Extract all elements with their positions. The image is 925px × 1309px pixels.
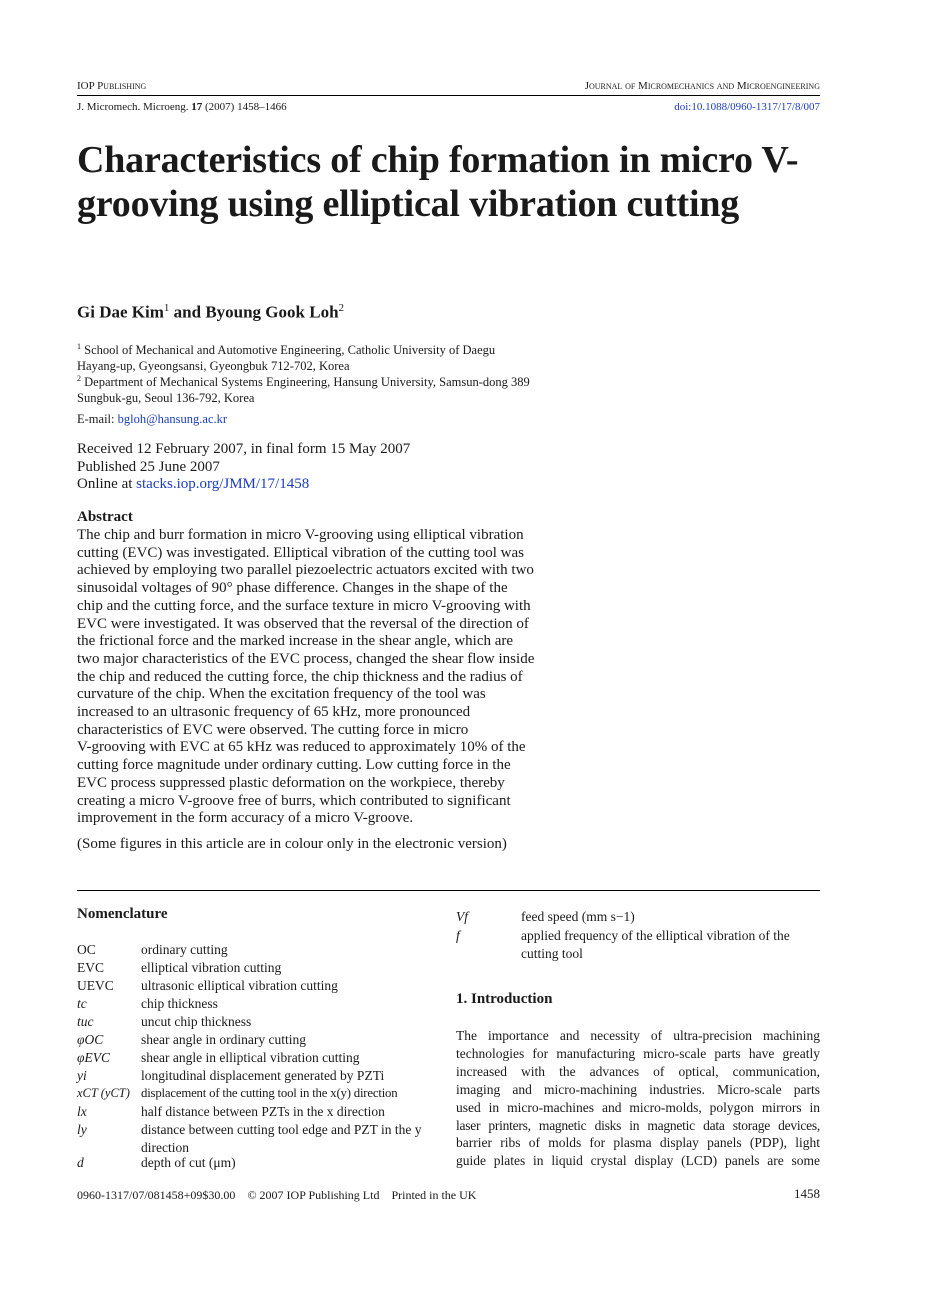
citation-volume: 17: [191, 101, 203, 113]
abstract-line: EVC were investigated. It was observed that the reversal of the direction of: [77, 615, 529, 632]
affiliation-line: Department of Mechanical Systems Engineering, Hansung University, Samsun-dong 389: [84, 375, 530, 390]
nomenclature-symbol: φEVC: [77, 1050, 110, 1065]
nomenclature-symbol: xCT (yCT): [77, 1086, 130, 1100]
intro-body: [456, 1027, 820, 1170]
nomenclature-definition: applied frequency of the elliptical vibration of the cutting tool: [521, 928, 790, 961]
nomenclature-symbol: ly: [77, 1122, 87, 1137]
article-title: Characteristics of chip formation in micro V-grooving using elliptical vibration cutting: [77, 139, 799, 225]
nomenclature-definition: displacement of the cutting tool in the x(y) direction: [141, 1086, 398, 1100]
affiliation-line: Sungbuk-gu, Seoul 136-792, Korea: [77, 391, 255, 406]
nomenclature-symbol: d: [77, 1155, 84, 1170]
email-link[interactable]: bgloh@hansung.ac.kr: [117, 412, 228, 426]
citation-prefix: J. Micromech. Microeng.: [77, 101, 189, 113]
publisher-label: IOP Publishing: [77, 80, 147, 92]
nomenclature-definition: longitudinal displacement generated by PZTi: [141, 1068, 385, 1083]
colour-note: (Some figures in this article are in colour only in the electronic version): [77, 836, 507, 852]
nomenclature-symbol: OC: [77, 942, 96, 957]
nomenclature-symbol: lx: [77, 1104, 87, 1119]
intro-line: barrier ribs of molds for plasma display panels (PDP), light: [456, 1135, 820, 1151]
nomenclature-definition: ordinary cutting: [141, 942, 228, 957]
nomenclature-definition: chip thickness: [141, 996, 218, 1011]
doi-link[interactable]: doi:10.1088/0960-1317/17/8/007: [674, 101, 820, 113]
published-date: Published 25 June 2007: [77, 458, 220, 475]
affiliation-line: School of Mechanical and Automotive Engineering, Catholic University of Daegu: [84, 343, 496, 358]
author-name: Gi Dae Kim: [77, 302, 164, 322]
nomenclature-symbol: tc: [77, 996, 87, 1011]
online-link[interactable]: stacks.iop.org/JMM/17/1458: [136, 476, 310, 492]
abstract-line: characteristics of EVC were observed. The cutting force in micro: [77, 721, 469, 738]
abstract-line: the frictional force and the marked increase in the shear angle, which are: [77, 633, 514, 650]
nomenclature-definition: feed speed (mm s−1): [521, 909, 635, 924]
nomenclature-definition: depth of cut (μm): [141, 1155, 236, 1170]
affiliation-line: Hayang-up, Gyeongsansi, Gyeongbuk 712-702, Korea: [77, 359, 350, 374]
nomenclature-heading: Nomenclature: [77, 906, 168, 922]
nomenclature-definition: distance between cutting tool edge and PZT in the y direction: [141, 1122, 422, 1155]
nomenclature-definition: shear angle in ordinary cutting: [141, 1032, 306, 1047]
abstract-line: sinusoidal voltages of 90° phase difference. Changes in the shape of the: [77, 580, 508, 597]
intro-line: technologies for manufacturing micro-scale parts have greatly: [456, 1045, 820, 1061]
abstract-body: [77, 527, 573, 828]
email-label: E-mail:: [77, 412, 115, 426]
intro-line: The importance and necessity of ultra-precision machining: [456, 1028, 820, 1043]
journal-name: Journal of Micromechanics and Microengineering: [584, 80, 820, 92]
author-joiner: and: [169, 302, 206, 322]
abstract-line: EVC process suppressed plastic deformation on the workpiece, thereby: [77, 774, 505, 791]
nomenclature-definition: shear angle in elliptical vibration cutting: [141, 1050, 360, 1065]
author-list: [77, 302, 344, 323]
author-affiliation-mark: 2: [338, 302, 345, 314]
abstract-line: cutting (EVC) was investigated. Elliptical vibration of the cutting tool was: [77, 544, 524, 561]
abstract-line: curvature of the chip. When the excitation frequency of the tool was: [77, 686, 486, 703]
footer-printed: Printed in the UK: [391, 1188, 477, 1202]
abstract-line: the chip and reduced the cutting force, the chip thickness and the radius of: [77, 668, 523, 685]
citation: [77, 101, 287, 113]
author-affiliation-mark: 1: [163, 302, 170, 314]
abstract-heading: Abstract: [77, 509, 133, 525]
citation-suffix: (2007) 1458–1466: [205, 101, 287, 113]
nomenclature-symbol: yi: [77, 1068, 87, 1083]
abstract-line: increased to an ultrasonic frequency of 65 kHz, more pronounced: [77, 704, 471, 721]
abstract-line: chip and the cutting force, and the surface texture in micro V-grooving with: [77, 597, 531, 614]
affiliation-1: [77, 339, 597, 374]
nomenclature-symbol: tuc: [77, 1014, 94, 1029]
nomenclature-definition: uncut chip thickness: [141, 1014, 252, 1029]
footer-issn: 0960-1317/07/081458+09$30.00: [77, 1188, 236, 1202]
section-rule: [77, 890, 820, 891]
abstract-line: V-grooving with EVC at 65 kHz was reduced to approximately 10% of the: [77, 739, 526, 756]
abstract-line: cutting force magnitude under ordinary cutting. Low cutting force in the: [77, 757, 511, 774]
intro-line: used in micro-machines and micro-molds, polygon mirrors in: [456, 1099, 820, 1115]
nomenclature-definition: elliptical vibration cutting: [141, 960, 282, 975]
intro-line: imaging and micro-machining industries. Micro-scale parts: [456, 1081, 820, 1097]
intro-line: guide plates in liquid crystal display (LCD) panels are some: [456, 1153, 820, 1169]
abstract-line: The chip and burr formation in micro V-grooving using elliptical vibration: [77, 527, 524, 543]
online-label: Online at: [77, 476, 133, 492]
nomenclature-definition: ultrasonic elliptical vibration cutting: [141, 978, 338, 993]
nomenclature-symbol: EVC: [77, 960, 104, 975]
affiliation-mark: 1: [77, 342, 81, 351]
footer-copyright: © 2007 IOP Publishing Ltd: [247, 1188, 380, 1202]
abstract-line: improvement in the form accuracy of a micro V-groove.: [77, 810, 414, 827]
page-footer: [77, 1188, 476, 1203]
header-rule: [77, 95, 820, 96]
received-date: Received 12 February 2007, in final form 15 May 2007: [77, 441, 411, 457]
affiliation-2: [77, 371, 597, 406]
abstract-line: two major characteristics of the EVC process, changed the shear flow inside: [77, 650, 535, 667]
nomenclature-symbol: Vf: [456, 909, 468, 924]
page-number: 1458: [794, 1186, 820, 1201]
nomenclature-symbol: φOC: [77, 1032, 104, 1047]
author-name: Byoung Gook Loh: [205, 302, 339, 322]
email-line: [77, 411, 597, 427]
nomenclature-definition: half distance between PZTs in the x direction: [141, 1104, 385, 1119]
section-heading: 1. Introduction: [456, 991, 553, 1007]
article-dates: [77, 441, 410, 494]
abstract-line: creating a micro V-groove free of burrs, which contributed to significant: [77, 792, 511, 809]
affiliation-mark: 2: [77, 374, 81, 383]
abstract-line: achieved by employing two parallel piezoelectric actuators excited with two: [77, 562, 534, 579]
intro-line: increased with the advances of optical, communication,: [456, 1063, 820, 1079]
nomenclature-symbol: UEVC: [77, 978, 114, 993]
intro-line: laser printers, magnetic disks in magnetic data storage devices,: [456, 1117, 820, 1133]
nomenclature-symbol: f: [456, 928, 460, 943]
